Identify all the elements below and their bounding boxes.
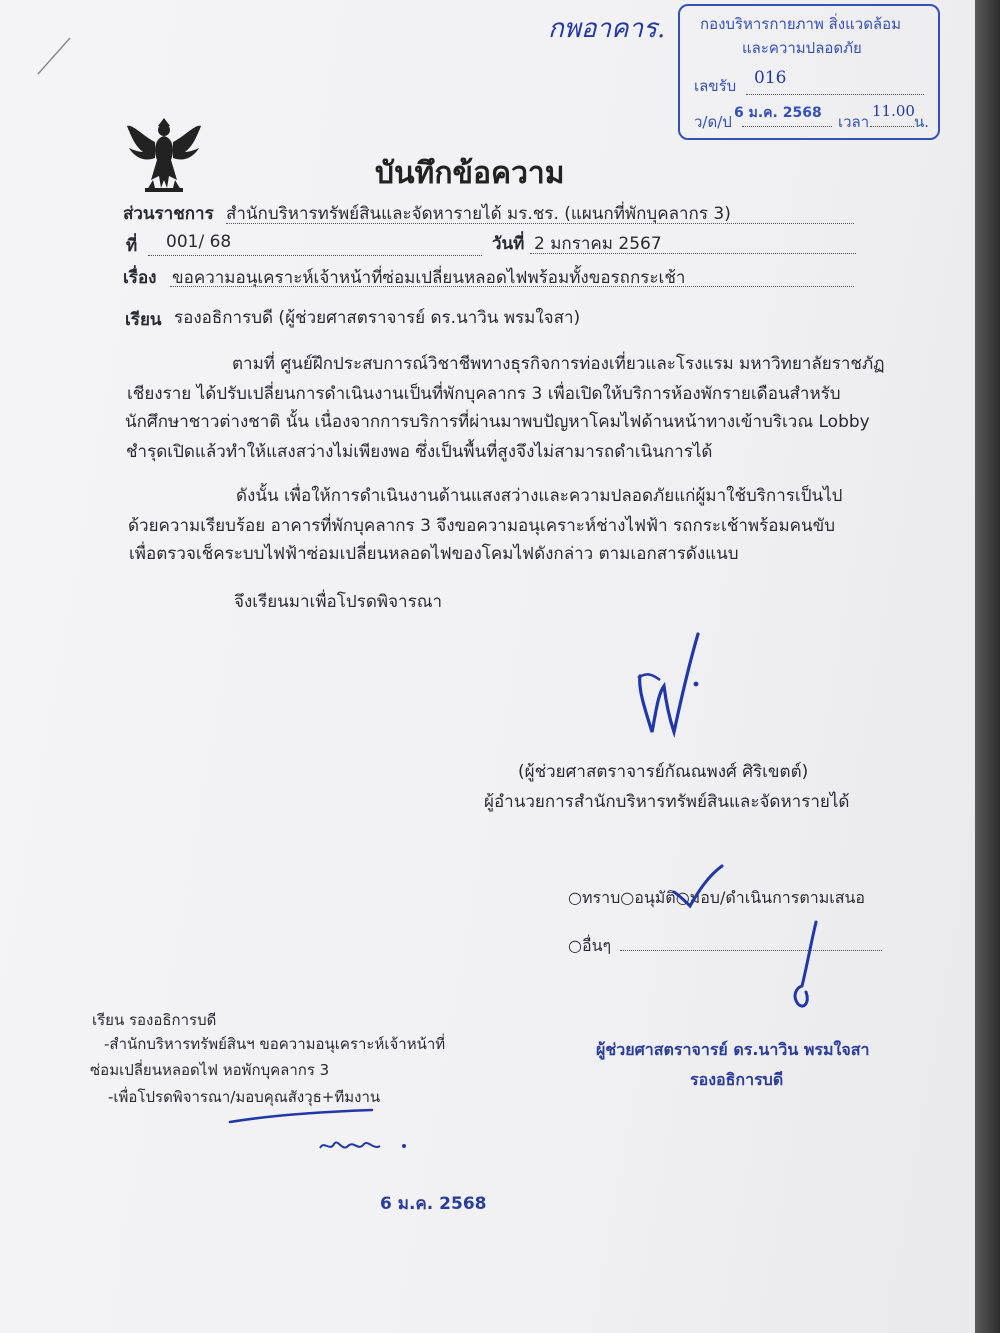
closing-line: จึงเรียนมาเพื่อโปรดพิจารณา [234, 592, 443, 612]
stamp-line2: และความปลอดภัย [742, 39, 862, 57]
agency-dotted-line [226, 205, 854, 224]
approval-other-label: ○อื่นๆ [568, 936, 612, 955]
stamp-time-label: เวลา [838, 113, 870, 131]
date-value: 2 มกราคม 2567 [534, 234, 662, 254]
note-initials [316, 1132, 416, 1160]
stamp-date-label: ว/ด/ป [694, 113, 732, 131]
memo-title: บันทึกข้อความ [375, 156, 565, 191]
corner-handwritten-note: กพอาคาร. [548, 14, 666, 44]
receiving-stamp [678, 4, 940, 140]
paragraph1-line1: ตามที่ ศูนย์ฝึกประสบการณ์วิชาชีพทางธุรกิจการท่องเที่ยวและโรงแรม มหาวิทยาลัยราชภัฏ [232, 354, 885, 374]
garuda-emblem-icon [125, 118, 203, 196]
paragraph1-line3: นักศึกษาชาวต่างชาติ นั้น เนื่องจากการบริการที่ผ่านมาพบปัญหาโคมไฟด้านหน้าทางเข้าบริเวณ Lobby [125, 412, 870, 432]
paragraph2-line3: เพื่อตรวจเช็คระบบไฟฟ้าซ่อมเปลี่ยนหลอดไฟของโคมไฟดังกล่าว ตามเอกสารดังแนบ [129, 544, 739, 564]
stamp-time-value: 11.00 [872, 102, 915, 120]
date-dotted-line [530, 235, 856, 254]
page-edge-shadow [975, 0, 1000, 1333]
date-label: วันที่ [492, 234, 525, 254]
approver-signature [780, 918, 830, 1014]
paragraph2-line1: ดังนั้น เพื่อให้การดำเนินงานด้านแสงสว่างและความปลอดภัยแก่ผู้มาใช้บริการเป็นไป [236, 486, 843, 506]
approval-checkmark [668, 862, 728, 912]
paragraph1-line4: ชำรุดเปิดแล้วทำให้แสงสว่างไม่เพียงพอ ซึ่งเป็นพื้นที่สูงจึงไม่สามารถดำเนินการได้ [126, 442, 713, 462]
subject-label: เรื่อง [123, 268, 157, 288]
to-value: รองอธิการบดี (ผู้ช่วยศาสตราจารย์ ดร.นาวิน พรมใจสา) [174, 308, 581, 328]
approver-title: รองอธิการบดี [690, 1070, 784, 1089]
ref-dotted-line [148, 237, 482, 256]
note-date-stamp: 6 ม.ค. 2568 [380, 1194, 487, 1214]
note-line1: เรียน รองอธิการบดี [92, 1011, 217, 1029]
signer-name: (ผู้ช่วยศาสตราจารย์กัณณพงศ์ ศิริเขตต์) [518, 762, 809, 782]
note-line2: -สำนักบริหารทรัพย์สินฯ ขอความอนุเคราะห์เจ้าหน้าที่ [104, 1035, 446, 1053]
note-line3: ซ่อมเปลี่ยนหลอดไฟ หอพักบุคลากร 3 [90, 1061, 330, 1079]
director-signature [630, 628, 710, 740]
to-label: เรียน [125, 310, 162, 330]
stamp-receipt-label: เลขรับ [694, 77, 737, 95]
agency-label: ส่วนราชการ [123, 204, 214, 224]
agency-value: สำนักบริหารทรัพย์สินและจัดหารายได้ มร.ชร. (แผนกที่พักบุคลากร 3) [226, 204, 731, 224]
signer-title: ผู้อำนวยการสำนักบริหารทรัพย์สินและจัดหารายได้ [484, 792, 850, 812]
approver-name: ผู้ช่วยศาสตราจารย์ ดร.นาวิน พรมใจสา [596, 1040, 870, 1059]
approval-other-line [620, 932, 882, 951]
note-line4: -เพื่อโปรดพิจารณา/มอบคุณสังวุธ+ทีมงาน [108, 1088, 381, 1106]
ref-value: 001/ 68 [166, 232, 232, 252]
stamp-receipt-number: 016 [754, 68, 787, 88]
stamp-date-value: 6 ม.ค. 2568 [734, 105, 822, 121]
approval-options: ○ทราบ○อนุมัติ○มอบ/ดำเนินการตามเสนอ [568, 888, 866, 907]
subject-value: ขอความอนุเคราะห์เจ้าหน้าที่ซ่อมเปลี่ยนหลอดไฟพร้อมทั้งขอรถกระเช้า [172, 268, 686, 288]
stamp-time-suffix: น. [914, 113, 930, 131]
pen-mark [34, 34, 74, 78]
ref-label: ที่ [126, 236, 138, 256]
paragraph2-line2: ด้วยความเรียบร้อย อาคารที่พักบุคลากร 3 จึงขอความอนุเคราะห์ช่างไฟฟ้า รถกระเช้าพร้อมคนขับ [128, 516, 836, 536]
stamp-line1: กองบริหารกายภาพ สิ่งแวดล้อม [700, 15, 902, 33]
paragraph1-line2: เชียงราย ได้ปรับเปลี่ยนการดำเนินงานเป็นที่พักบุคลากร 3 เพื่อเปิดให้บริการห้องพักรายเดือนสำหรับ [127, 384, 841, 404]
note-underline [226, 1100, 376, 1130]
subject-dotted-line [170, 268, 854, 287]
